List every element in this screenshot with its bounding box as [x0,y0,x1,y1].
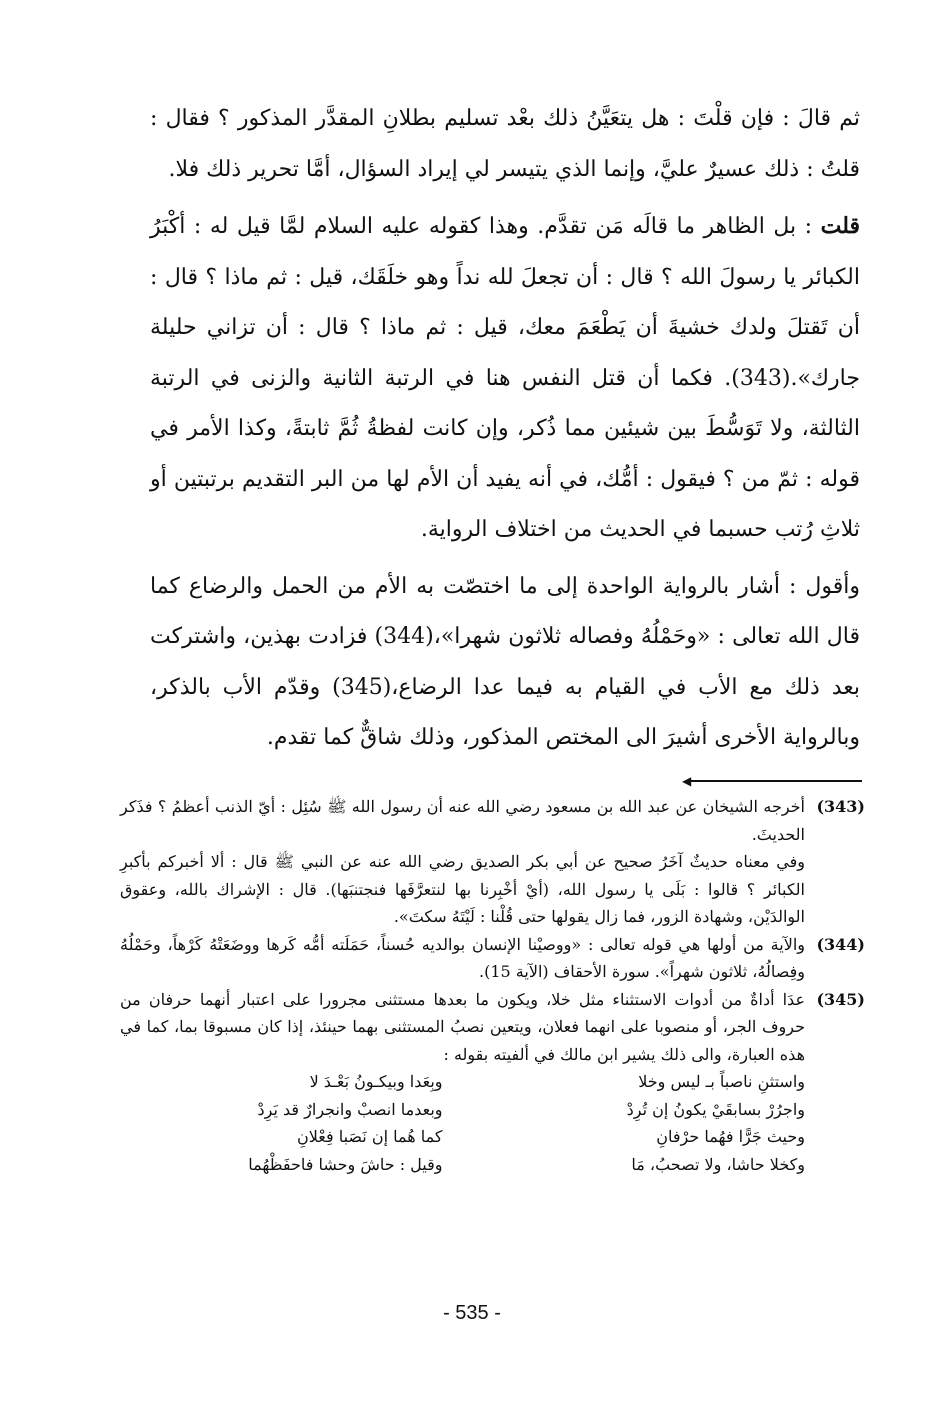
footnote-separator [682,774,862,788]
verse-first-hemistich: واجرُرْ بسابقَيْ يكونُ إن تُرِدْ [626,1099,805,1119]
footnote-paragraph: وفي معناه حديثٌ آخَرُ صحيح عن أبي بكر الصديق رضي الله عنه عن النبي ﷺ قال : ألا أخبركم بأكبرِ الكبائر ؟ قالوا : بَلَى يا رسول الله، (أيْ أخْبِرنا بها لنتعرَّفَها فنجتنبَها). قال : الإشراك بالله، وعقوق الوالدَيْن، وشهادة الزور، فما زال يقولها حتى قُلْنا : لَيْتَهُ سكتَ». [120,852,806,926]
footnote-body [120,931,805,986]
verse-second-hemistich: وقيل : حاشَ وحشا فاحفَظْهُما [248,1154,443,1174]
verse-second-hemistich: كما هُما إن نَصَبا فِعْلانِ [296,1127,443,1146]
footnotes [120,793,865,1178]
paragraph-2-lead: قلت [820,213,860,239]
footnote-number: (344) [816,934,865,954]
footnote-paragraph: عدَا أداةٌ من أدوات الاستثناء مثل خلا، ويكون ما بعدها مستثنى مجرورا على اعتبار أنهما حرفان من حروف الجر، أو منصوبا على انهما فعلان، ويتعين نصبُ المستثنى بهما حينئذ، إذا كان مسبوقا بما، كما في هذه العبارة، والى ذلك يشير ابن مالك في ألفيته بقوله : [120,989,806,1064]
verse-first-hemistich: واستثنِ ناصباً بـ ليس وخلا [638,1072,805,1091]
footnote-344 [120,931,865,986]
paragraph-2 [150,201,860,556]
paragraph-2-text: : بل الظاهر ما قالَه مَن تقدَّم. وهذا كقوله عليه السلام لمَّا قيل له : أكْبَرُ الكبائر يا رسولَ الله ؟ قال : أن تجعلَ لله نداً وهو خلَقَك، قيل : ثم ماذا ؟ قال : أن تَقتلَ ولدك خشيةَ أن يَطْعَمَ معك، قيل : ثم ماذا ؟ قال : أن تزاني حليلة جارك».(343). فكما أن قتل النفس هنا في الرتبة الثانية والزنى في الرتبة الثالثة، ولا تَوَسُّطَ بين شيئين مما ذُكر، وإن كانت لفظةُ ثُمَّ ثابتةً، وكذا الأمر في قوله : ثمّ من ؟ فيقول : أمُّك، في أنه يفيد أن الأم لها من البر التقديم برتبتين أو ثلاثِ رُتب حسبما في الحديث من اختلاف الرواية. [150,214,860,542]
footnote-345 [120,986,865,1179]
footnote-343 [120,793,865,931]
footnote-number: (345) [816,989,865,1009]
verse-second-hemistich: وبعدما انصبْ وانجرارٌ قد يَرِدْ [257,1099,443,1119]
paragraph-3: وأقول : أشار بالرواية الواحدة إلى ما اختصّت به الأم من الحمل والرضاع كما قال الله تعالى : «وحَمْلُهُ وفصاله ثلاثون شهرا»،(344) فزادت بهذين، واشتركت بعد ذلك مع الأب في القيام به فيما عدا الرضاع،(345) وقدّم الأب بالذكر، وبالرواية الأخرى أشيرَ الى المختص المذكور، وذلك شاقٌّ كما تقدم. [150,573,860,750]
footnote-number: (343) [816,797,865,816]
verse-first-hemistich: وكخلا حاشا، ولا تصحبُ، مَا [631,1154,805,1174]
verse-second-hemistich: وبِعَدا وبيكـونُ بَعْـدَ لا [309,1072,443,1091]
verse-first-hemistich: وحيث جَرًّا فهُما حرْفانِ [656,1127,805,1146]
footnote-paragraph: والآية من أولها هي قوله تعالى : «ووصيْنا الإنسان بوالديه حُسناً، حَمَلَته أمُّه كَرها ووضَعَتْهُ كَرْهاً، وحَمْلُهُ وفِصالُهُ، ثلاثون شهراً». سورة الأحقاف (الآية 15). [120,934,805,981]
poem-verses [120,1068,805,1178]
footnote-body [120,793,805,931]
footnote-paragraph: أخرجه الشيخان عن عبد الله بن مسعود رضي الله عنه أن رسول الله ﷺ سُئِل : أيّ الذنب أعظمُ ؟ فذَكر الحديثَ. [120,797,806,844]
footnote-body [120,986,805,1179]
main-text [150,94,860,770]
separator-arrow-icon: ◀ [682,774,692,788]
paragraph-1: ثم قالَ : فإن قلْتَ : هل يتعَيَّنُ ذلك بعْد تسليم بطلانِ المقدَّر المذكور ؟ فقال : قلتُ : ذلك عسيرٌ عليَّ، وإنما الذي يتيسر لي إيراد السؤال، أمَّا تحرير ذلك فلا. [150,106,860,182]
page-number: - 535 - [443,1302,501,1324]
